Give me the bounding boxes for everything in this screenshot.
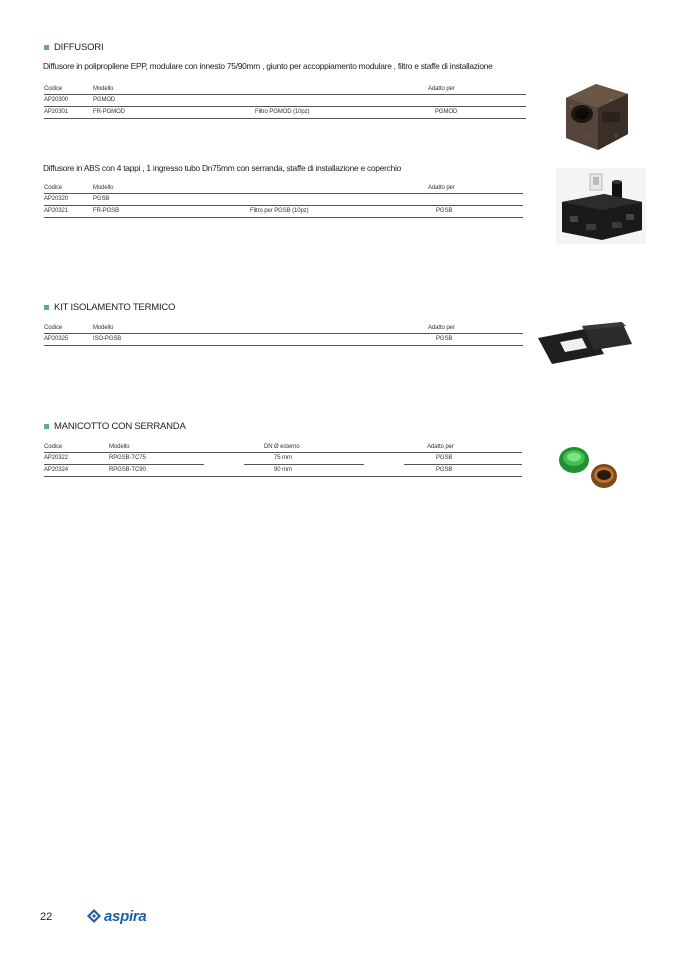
cell-modello: RPGSB-TC75: [109, 455, 146, 461]
cell-adatto: PGSB: [436, 208, 453, 214]
section-bullet-icon: [44, 305, 49, 310]
product-table: [44, 442, 522, 480]
table-divider: [44, 118, 526, 119]
product-table: [44, 84, 526, 120]
header-codice: Codice: [44, 185, 63, 191]
aspira-logo-icon: [84, 906, 104, 926]
header-adatto: Adatto per: [427, 444, 454, 450]
header-adatto: Adatto per: [428, 185, 455, 191]
cell-codice: AP20322: [44, 455, 68, 461]
cell-description: Filtro PGMOD (10pz): [255, 109, 310, 115]
brand-name: aspira: [104, 907, 147, 925]
section-title-text: DIFFUSORI: [54, 42, 104, 53]
header-modello: Modello: [93, 86, 114, 92]
cell-modello: ISO-PGSB: [93, 336, 122, 342]
cell-codice: AP20301: [44, 109, 68, 115]
header-codice: Codice: [44, 444, 63, 450]
section-title-kit: [44, 302, 175, 313]
cell-modello: PGSB: [93, 196, 110, 202]
cell-description: Filtro per PGSB (10pz): [250, 208, 309, 214]
cell-codice: AP20325: [44, 336, 68, 342]
cell-codice: AP20324: [44, 467, 68, 473]
page-number: 22: [40, 911, 53, 923]
section-title-diffusori: [44, 42, 103, 53]
product-table: [44, 323, 523, 349]
table-divider: [44, 217, 523, 218]
product-description: Diffusore in polipropilene EPP, modulare con innesto 75/90mm , giunto per accoppiamento modulare , filtro e staffe di installazione: [43, 61, 493, 71]
cell-modello: FR-PGSB: [93, 208, 119, 214]
section-title-manicotto: [44, 421, 186, 432]
pgsb-diffuser-image: [556, 168, 646, 244]
cell-adatto: PGSB: [436, 336, 453, 342]
cell-modello: RPGSB-TC90: [109, 467, 146, 473]
cell-codice: AP20321: [44, 208, 68, 214]
pgmod-diffuser-image: [556, 76, 638, 152]
cell-adatto: PGSB: [436, 467, 453, 473]
product-description: Diffusore in ABS con 4 tappi , 1 ingresso tubo Dn75mm con serranda, staffe di installazione e coperchio: [43, 163, 402, 173]
section-bullet-icon: [44, 45, 49, 50]
header-codice: Codice: [44, 325, 63, 331]
cell-dn: 75 mm: [274, 455, 292, 461]
cell-modello: PGMOD: [93, 97, 116, 103]
header-codice: Codice: [44, 86, 63, 92]
brand-logo: [84, 906, 146, 926]
cell-codice: AP20300: [44, 97, 68, 103]
insulation-kit-image: [534, 318, 634, 368]
cell-modello: FR-PGMOD: [93, 109, 125, 115]
manicotto-image: [556, 442, 620, 492]
table-divider: [44, 345, 523, 346]
section-title-text: MANICOTTO CON SERRANDA: [54, 421, 186, 432]
header-adatto: Adatto per: [428, 86, 455, 92]
cell-adatto: PGMOD: [435, 109, 458, 115]
cell-adatto: PGSB: [436, 455, 453, 461]
cell-codice: AP20320: [44, 196, 68, 202]
header-adatto: Adatto per: [428, 325, 455, 331]
section-title-text: KIT ISOLAMENTO TERMICO: [54, 302, 176, 313]
section-bullet-icon: [44, 424, 49, 429]
header-modello: Modello: [93, 185, 114, 191]
table-divider: [44, 476, 522, 477]
header-modello: Modello: [93, 325, 114, 331]
header-dn: DN Ø esterno: [264, 444, 300, 450]
cell-dn: 90 mm: [274, 467, 292, 473]
header-modello: Modello: [109, 444, 130, 450]
product-table: [44, 183, 523, 219]
